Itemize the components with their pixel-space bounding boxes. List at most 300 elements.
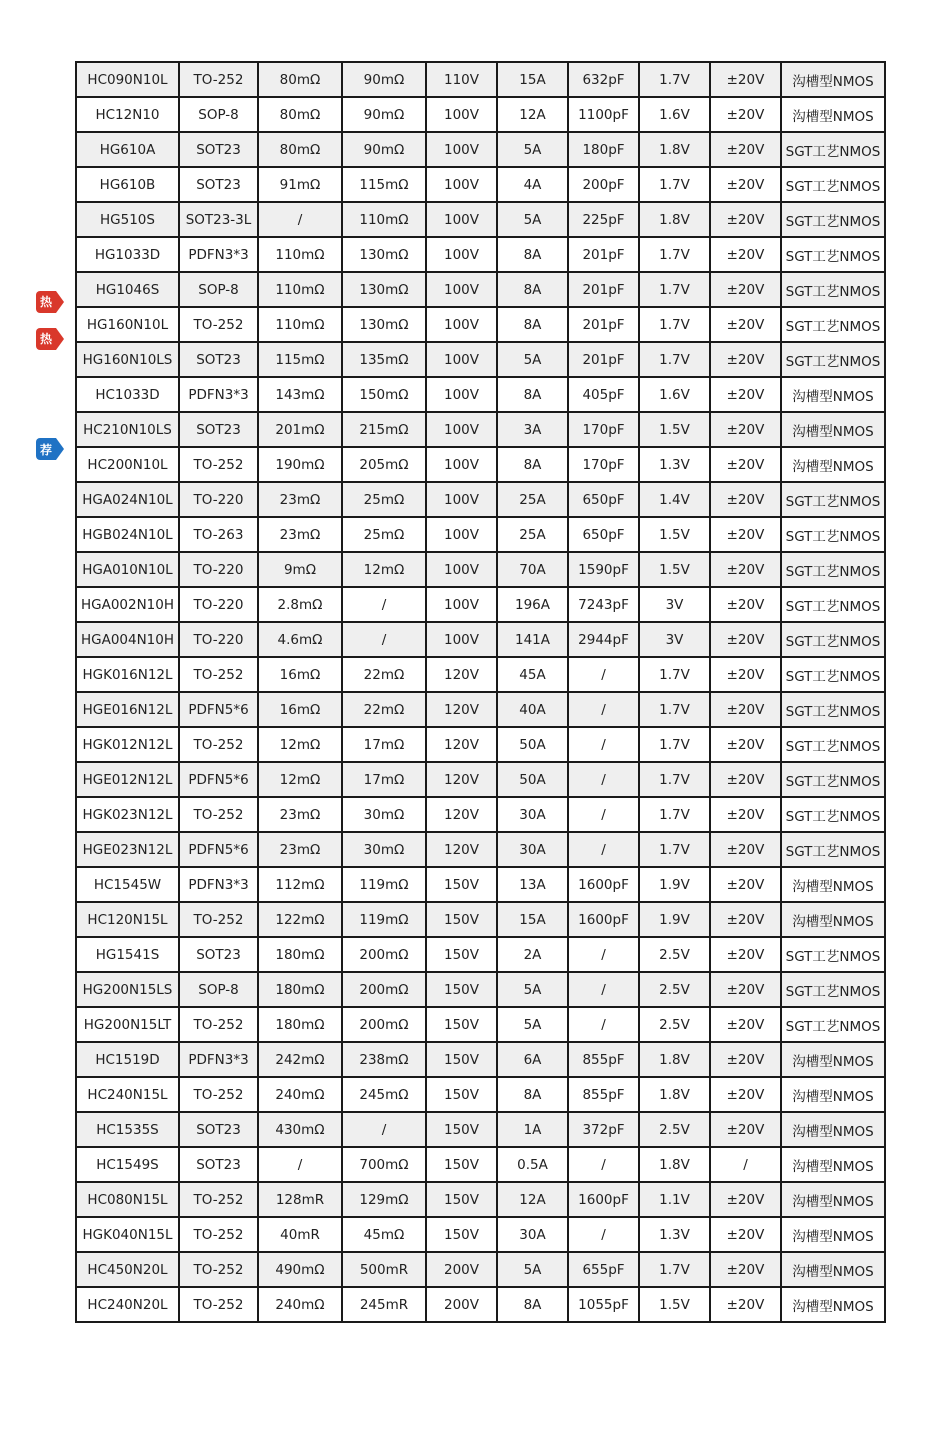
cell-rds-on-4v5: 200mΩ	[342, 937, 426, 972]
cell-capacitance: 1600pF	[568, 902, 639, 937]
cell-technology: SGT工艺NMOS	[781, 482, 885, 517]
table-row	[76, 1112, 885, 1147]
cell-package: PDFN3*3	[179, 1042, 258, 1077]
cell-part-number: HGE012N12L	[76, 762, 179, 797]
cell-vgs: ±20V	[710, 552, 781, 587]
cell-vds: 100V	[426, 517, 497, 552]
cell-part-number: HG1046S	[76, 272, 179, 307]
cell-rds-on-4v5: 200mΩ	[342, 972, 426, 1007]
cell-technology: SGT工艺NMOS	[781, 272, 885, 307]
cell-vds: 100V	[426, 307, 497, 342]
table-row	[76, 797, 885, 832]
cell-vds: 100V	[426, 342, 497, 377]
table-row	[76, 482, 885, 517]
cell-vth: 1.5V	[639, 412, 710, 447]
cell-vgs: ±20V	[710, 902, 781, 937]
cell-rds-on-10v: 110mΩ	[258, 307, 342, 342]
cell-vth: 1.7V	[639, 832, 710, 867]
cell-technology: SGT工艺NMOS	[781, 132, 885, 167]
cell-capacitance: 655pF	[568, 1252, 639, 1287]
cell-technology: SGT工艺NMOS	[781, 552, 885, 587]
cell-vgs: ±20V	[710, 132, 781, 167]
cell-vds: 150V	[426, 1007, 497, 1042]
cell-capacitance: 201pF	[568, 307, 639, 342]
table-row	[76, 517, 885, 552]
cell-rds-on-4v5: 129mΩ	[342, 1182, 426, 1217]
cell-vgs: ±20V	[710, 237, 781, 272]
cell-vds: 150V	[426, 937, 497, 972]
cell-technology: 沟槽型NMOS	[781, 1217, 885, 1252]
cell-id-current: 25A	[497, 517, 568, 552]
badge-arrow-icon	[56, 328, 64, 350]
cell-rds-on-10v: /	[258, 1147, 342, 1182]
table-row	[76, 167, 885, 202]
table-row	[76, 132, 885, 167]
cell-vds: 200V	[426, 1287, 497, 1322]
cell-capacitance: /	[568, 832, 639, 867]
cell-vds: 100V	[426, 482, 497, 517]
cell-technology: 沟槽型NMOS	[781, 902, 885, 937]
cell-vds: 100V	[426, 202, 497, 237]
cell-vgs: ±20V	[710, 1112, 781, 1147]
cell-rds-on-10v: 91mΩ	[258, 167, 342, 202]
cell-part-number: HC240N15L	[76, 1077, 179, 1112]
table-row	[76, 832, 885, 867]
cell-technology: SGT工艺NMOS	[781, 797, 885, 832]
cell-package: TO-252	[179, 797, 258, 832]
cell-part-number: HC120N15L	[76, 902, 179, 937]
cell-capacitance: 405pF	[568, 377, 639, 412]
cell-id-current: 25A	[497, 482, 568, 517]
cell-rds-on-10v: 80mΩ	[258, 62, 342, 97]
cell-vgs: ±20V	[710, 272, 781, 307]
cell-vds: 100V	[426, 237, 497, 272]
cell-package: TO-220	[179, 587, 258, 622]
cell-vds: 100V	[426, 622, 497, 657]
cell-package: TO-220	[179, 482, 258, 517]
cell-package: SOP-8	[179, 272, 258, 307]
cell-rds-on-10v: 12mΩ	[258, 727, 342, 762]
cell-vgs: ±20V	[710, 692, 781, 727]
cell-part-number: HGK012N12L	[76, 727, 179, 762]
cell-part-number: HC450N20L	[76, 1252, 179, 1287]
cell-technology: SGT工艺NMOS	[781, 587, 885, 622]
cell-vds: 150V	[426, 1077, 497, 1112]
recommend-badge	[36, 437, 66, 461]
cell-package: SOT23	[179, 132, 258, 167]
cell-package: TO-252	[179, 1217, 258, 1252]
cell-vth: 1.7V	[639, 657, 710, 692]
hot-badge	[36, 290, 66, 314]
cell-part-number: HGE016N12L	[76, 692, 179, 727]
cell-part-number: HG1033D	[76, 237, 179, 272]
table-row	[76, 97, 885, 132]
cell-part-number: HC1535S	[76, 1112, 179, 1147]
cell-id-current: 8A	[497, 377, 568, 412]
cell-technology: SGT工艺NMOS	[781, 727, 885, 762]
cell-vgs: ±20V	[710, 447, 781, 482]
cell-rds-on-4v5: 17mΩ	[342, 762, 426, 797]
cell-vgs: ±20V	[710, 97, 781, 132]
cell-rds-on-10v: 180mΩ	[258, 1007, 342, 1042]
table-row	[76, 412, 885, 447]
cell-vds: 150V	[426, 1042, 497, 1077]
cell-capacitance: 1055pF	[568, 1287, 639, 1322]
cell-part-number: HG510S	[76, 202, 179, 237]
cell-rds-on-4v5: 22mΩ	[342, 657, 426, 692]
cell-id-current: 8A	[497, 307, 568, 342]
cell-id-current: 5A	[497, 1252, 568, 1287]
cell-package: TO-252	[179, 447, 258, 482]
cell-part-number: HG160N10LS	[76, 342, 179, 377]
cell-technology: SGT工艺NMOS	[781, 657, 885, 692]
cell-rds-on-10v: 115mΩ	[258, 342, 342, 377]
cell-rds-on-4v5: 115mΩ	[342, 167, 426, 202]
cell-vds: 100V	[426, 377, 497, 412]
cell-rds-on-4v5: /	[342, 622, 426, 657]
cell-rds-on-4v5: /	[342, 1112, 426, 1147]
cell-vth: 1.7V	[639, 797, 710, 832]
cell-vth: 1.5V	[639, 517, 710, 552]
cell-rds-on-4v5: 119mΩ	[342, 867, 426, 902]
cell-rds-on-4v5: 150mΩ	[342, 377, 426, 412]
cell-id-current: 1A	[497, 1112, 568, 1147]
cell-rds-on-4v5: 238mΩ	[342, 1042, 426, 1077]
cell-vth: 1.3V	[639, 1217, 710, 1252]
cell-part-number: HG610A	[76, 132, 179, 167]
cell-id-current: 5A	[497, 202, 568, 237]
cell-technology: 沟槽型NMOS	[781, 62, 885, 97]
cell-vds: 110V	[426, 62, 497, 97]
cell-rds-on-10v: 240mΩ	[258, 1287, 342, 1322]
cell-rds-on-10v: 242mΩ	[258, 1042, 342, 1077]
cell-part-number: HC200N10L	[76, 447, 179, 482]
cell-package: TO-252	[179, 1007, 258, 1042]
cell-capacitance: /	[568, 657, 639, 692]
cell-id-current: 12A	[497, 1182, 568, 1217]
cell-part-number: HGA024N10L	[76, 482, 179, 517]
cell-rds-on-10v: 2.8mΩ	[258, 587, 342, 622]
cell-vds: 100V	[426, 447, 497, 482]
cell-capacitance: 632pF	[568, 62, 639, 97]
cell-vth: 1.7V	[639, 762, 710, 797]
cell-rds-on-4v5: 500mR	[342, 1252, 426, 1287]
badge-label: 热	[36, 328, 56, 350]
cell-rds-on-10v: 180mΩ	[258, 972, 342, 1007]
cell-rds-on-4v5: 135mΩ	[342, 342, 426, 377]
cell-technology: SGT工艺NMOS	[781, 762, 885, 797]
cell-part-number: HC12N10	[76, 97, 179, 132]
cell-rds-on-10v: 240mΩ	[258, 1077, 342, 1112]
cell-vgs: ±20V	[710, 412, 781, 447]
cell-vth: 1.7V	[639, 307, 710, 342]
cell-rds-on-4v5: 215mΩ	[342, 412, 426, 447]
cell-capacitance: 170pF	[568, 447, 639, 482]
cell-vgs: ±20V	[710, 1217, 781, 1252]
cell-part-number: HC1549S	[76, 1147, 179, 1182]
cell-vth: 1.7V	[639, 272, 710, 307]
cell-rds-on-4v5: 119mΩ	[342, 902, 426, 937]
cell-id-current: 196A	[497, 587, 568, 622]
cell-vds: 100V	[426, 552, 497, 587]
cell-vds: 150V	[426, 1217, 497, 1252]
cell-id-current: 30A	[497, 1217, 568, 1252]
cell-package: TO-252	[179, 657, 258, 692]
cell-rds-on-4v5: 130mΩ	[342, 237, 426, 272]
cell-rds-on-4v5: 90mΩ	[342, 62, 426, 97]
table-row	[76, 1217, 885, 1252]
cell-vth: 1.7V	[639, 727, 710, 762]
cell-id-current: 12A	[497, 97, 568, 132]
cell-vth: 1.9V	[639, 902, 710, 937]
cell-technology: 沟槽型NMOS	[781, 867, 885, 902]
cell-technology: SGT工艺NMOS	[781, 237, 885, 272]
cell-rds-on-10v: 23mΩ	[258, 832, 342, 867]
cell-package: SOT23	[179, 1147, 258, 1182]
badge-label: 荐	[36, 438, 56, 460]
table-row	[76, 1182, 885, 1217]
cell-vgs: ±20V	[710, 1182, 781, 1217]
cell-vgs: ±20V	[710, 1007, 781, 1042]
cell-id-current: 5A	[497, 342, 568, 377]
cell-vth: 1.1V	[639, 1182, 710, 1217]
cell-package: PDFN5*6	[179, 762, 258, 797]
cell-rds-on-4v5: 30mΩ	[342, 797, 426, 832]
table-row	[76, 377, 885, 412]
cell-vgs: ±20V	[710, 62, 781, 97]
cell-rds-on-10v: 80mΩ	[258, 132, 342, 167]
table-row	[76, 692, 885, 727]
cell-technology: 沟槽型NMOS	[781, 97, 885, 132]
cell-package: SOT23	[179, 167, 258, 202]
hot-badge	[36, 327, 66, 351]
cell-capacitance: 2944pF	[568, 622, 639, 657]
cell-capacitance: /	[568, 1007, 639, 1042]
cell-rds-on-10v: 16mΩ	[258, 657, 342, 692]
cell-part-number: HGB024N10L	[76, 517, 179, 552]
cell-technology: 沟槽型NMOS	[781, 1287, 885, 1322]
cell-vgs: ±20V	[710, 657, 781, 692]
cell-vgs: ±20V	[710, 307, 781, 342]
cell-capacitance: 855pF	[568, 1077, 639, 1112]
cell-rds-on-4v5: 205mΩ	[342, 447, 426, 482]
cell-vth: 1.3V	[639, 447, 710, 482]
cell-rds-on-10v: 490mΩ	[258, 1252, 342, 1287]
cell-vgs: ±20V	[710, 342, 781, 377]
table-row	[76, 552, 885, 587]
cell-vgs: ±20V	[710, 727, 781, 762]
cell-rds-on-10v: 23mΩ	[258, 482, 342, 517]
cell-technology: 沟槽型NMOS	[781, 1252, 885, 1287]
cell-rds-on-4v5: 12mΩ	[342, 552, 426, 587]
cell-part-number: HC1545W	[76, 867, 179, 902]
cell-vgs: ±20V	[710, 1042, 781, 1077]
cell-technology: SGT工艺NMOS	[781, 342, 885, 377]
cell-vth: 3V	[639, 622, 710, 657]
cell-id-current: 3A	[497, 412, 568, 447]
cell-part-number: HG1541S	[76, 937, 179, 972]
cell-part-number: HGE023N12L	[76, 832, 179, 867]
cell-id-current: 5A	[497, 972, 568, 1007]
cell-rds-on-10v: 12mΩ	[258, 762, 342, 797]
cell-rds-on-4v5: 90mΩ	[342, 132, 426, 167]
table-row	[76, 237, 885, 272]
cell-id-current: 141A	[497, 622, 568, 657]
cell-capacitance: 201pF	[568, 237, 639, 272]
cell-vgs: ±20V	[710, 587, 781, 622]
cell-rds-on-10v: /	[258, 202, 342, 237]
cell-rds-on-4v5: 245mR	[342, 1287, 426, 1322]
table-row	[76, 1287, 885, 1322]
cell-vgs: ±20V	[710, 377, 781, 412]
badge-arrow-icon	[56, 438, 64, 460]
cell-technology: 沟槽型NMOS	[781, 1112, 885, 1147]
cell-package: TO-252	[179, 1252, 258, 1287]
cell-package: TO-252	[179, 1077, 258, 1112]
cell-technology: SGT工艺NMOS	[781, 1007, 885, 1042]
cell-technology: SGT工艺NMOS	[781, 692, 885, 727]
cell-capacitance: 170pF	[568, 412, 639, 447]
cell-part-number: HGA004N10H	[76, 622, 179, 657]
cell-capacitance: 225pF	[568, 202, 639, 237]
cell-id-current: 50A	[497, 762, 568, 797]
cell-vth: 1.8V	[639, 132, 710, 167]
table-row	[76, 1077, 885, 1112]
cell-part-number: HG160N10L	[76, 307, 179, 342]
cell-rds-on-4v5: 700mΩ	[342, 1147, 426, 1182]
cell-package: TO-252	[179, 902, 258, 937]
cell-vds: 100V	[426, 272, 497, 307]
cell-id-current: 70A	[497, 552, 568, 587]
cell-rds-on-4v5: /	[342, 587, 426, 622]
cell-part-number: HGK040N15L	[76, 1217, 179, 1252]
table-row	[76, 202, 885, 237]
cell-vds: 150V	[426, 1147, 497, 1182]
cell-vth: 1.7V	[639, 692, 710, 727]
cell-technology: SGT工艺NMOS	[781, 622, 885, 657]
cell-package: SOT23	[179, 937, 258, 972]
cell-rds-on-4v5: 130mΩ	[342, 272, 426, 307]
cell-rds-on-10v: 40mR	[258, 1217, 342, 1252]
cell-rds-on-10v: 23mΩ	[258, 517, 342, 552]
cell-rds-on-10v: 9mΩ	[258, 552, 342, 587]
cell-vth: 1.7V	[639, 237, 710, 272]
cell-id-current: 50A	[497, 727, 568, 762]
cell-technology: 沟槽型NMOS	[781, 412, 885, 447]
cell-vth: 1.5V	[639, 1287, 710, 1322]
cell-rds-on-10v: 110mΩ	[258, 237, 342, 272]
cell-vth: 1.7V	[639, 62, 710, 97]
cell-part-number: HG610B	[76, 167, 179, 202]
cell-vgs: /	[710, 1147, 781, 1182]
cell-rds-on-10v: 80mΩ	[258, 97, 342, 132]
cell-capacitance: /	[568, 797, 639, 832]
cell-capacitance: /	[568, 1147, 639, 1182]
cell-rds-on-4v5: 25mΩ	[342, 517, 426, 552]
cell-vgs: ±20V	[710, 1077, 781, 1112]
cell-technology: 沟槽型NMOS	[781, 1042, 885, 1077]
cell-package: SOT23	[179, 342, 258, 377]
cell-rds-on-4v5: 22mΩ	[342, 692, 426, 727]
cell-rds-on-10v: 201mΩ	[258, 412, 342, 447]
table-row	[76, 937, 885, 972]
cell-id-current: 5A	[497, 132, 568, 167]
cell-part-number: HG200N15LT	[76, 1007, 179, 1042]
mosfet-spec-table	[75, 61, 884, 1323]
cell-technology: SGT工艺NMOS	[781, 937, 885, 972]
cell-id-current: 6A	[497, 1042, 568, 1077]
cell-rds-on-10v: 122mΩ	[258, 902, 342, 937]
spec-table	[75, 61, 886, 1323]
cell-id-current: 15A	[497, 902, 568, 937]
table-row	[76, 587, 885, 622]
cell-part-number: HGA002N10H	[76, 587, 179, 622]
cell-capacitance: 180pF	[568, 132, 639, 167]
table-row	[76, 1147, 885, 1182]
cell-package: TO-252	[179, 1287, 258, 1322]
cell-vgs: ±20V	[710, 1252, 781, 1287]
cell-package: TO-252	[179, 727, 258, 762]
cell-part-number: HC090N10L	[76, 62, 179, 97]
cell-id-current: 8A	[497, 447, 568, 482]
cell-vds: 150V	[426, 1182, 497, 1217]
cell-id-current: 45A	[497, 657, 568, 692]
cell-capacitance: 201pF	[568, 272, 639, 307]
cell-rds-on-10v: 180mΩ	[258, 937, 342, 972]
cell-vgs: ±20V	[710, 622, 781, 657]
table-row	[76, 902, 885, 937]
cell-vds: 100V	[426, 132, 497, 167]
cell-technology: 沟槽型NMOS	[781, 377, 885, 412]
cell-vth: 1.5V	[639, 552, 710, 587]
cell-part-number: HG200N15LS	[76, 972, 179, 1007]
cell-vds: 100V	[426, 97, 497, 132]
cell-rds-on-4v5: 30mΩ	[342, 832, 426, 867]
cell-vds: 150V	[426, 1112, 497, 1147]
table-row	[76, 727, 885, 762]
cell-rds-on-4v5: 90mΩ	[342, 97, 426, 132]
cell-capacitance: /	[568, 692, 639, 727]
cell-vds: 150V	[426, 902, 497, 937]
cell-technology: SGT工艺NMOS	[781, 517, 885, 552]
cell-vth: 3V	[639, 587, 710, 622]
cell-id-current: 2A	[497, 937, 568, 972]
cell-id-current: 0.5A	[497, 1147, 568, 1182]
cell-vth: 1.9V	[639, 867, 710, 902]
table-row	[76, 447, 885, 482]
cell-capacitance: /	[568, 972, 639, 1007]
cell-vgs: ±20V	[710, 867, 781, 902]
cell-part-number: HC210N10LS	[76, 412, 179, 447]
cell-package: PDFN5*6	[179, 692, 258, 727]
badge-label: 热	[36, 291, 56, 313]
cell-id-current: 40A	[497, 692, 568, 727]
cell-technology: SGT工艺NMOS	[781, 832, 885, 867]
cell-rds-on-4v5: 130mΩ	[342, 307, 426, 342]
cell-part-number: HGK023N12L	[76, 797, 179, 832]
cell-id-current: 4A	[497, 167, 568, 202]
cell-vds: 120V	[426, 762, 497, 797]
cell-package: SOT23	[179, 1112, 258, 1147]
cell-vgs: ±20V	[710, 167, 781, 202]
cell-package: SOP-8	[179, 972, 258, 1007]
cell-capacitance: 201pF	[568, 342, 639, 377]
cell-capacitance: /	[568, 762, 639, 797]
cell-capacitance: /	[568, 727, 639, 762]
cell-rds-on-10v: 23mΩ	[258, 797, 342, 832]
cell-vds: 100V	[426, 412, 497, 447]
cell-package: PDFN5*6	[179, 832, 258, 867]
